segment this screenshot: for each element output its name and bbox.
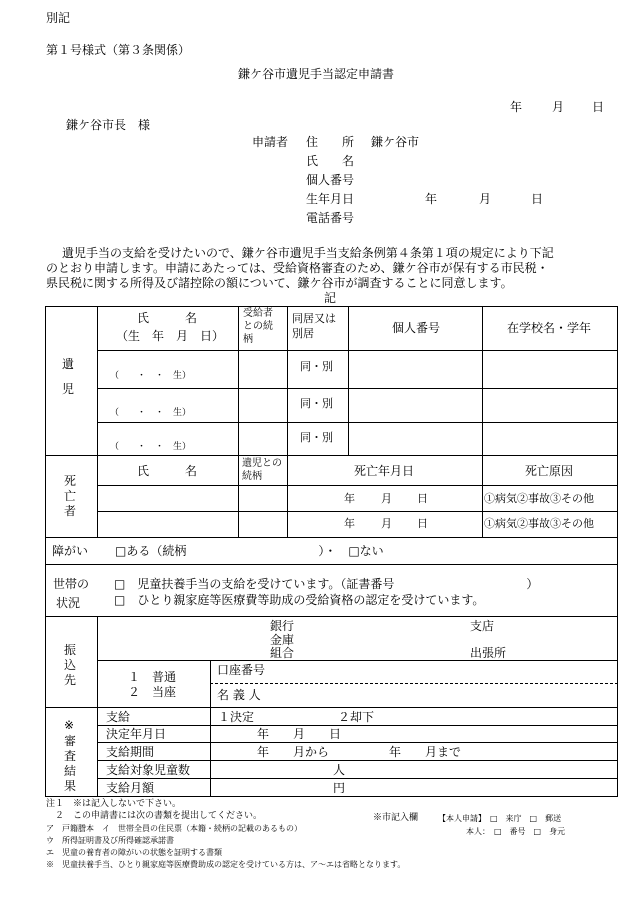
review-row-4-value: 人	[333, 763, 346, 777]
deceased-row-1-year: 年	[344, 492, 355, 505]
disability-options[interactable]: □ある（続柄 ）・ □ない	[115, 544, 384, 558]
note-x: ※ 児童扶養手当、ひとり親家庭等医療費助成の認定を受けている方は、ア～エは省略となります。	[46, 860, 406, 869]
orphan-col-cohabit-2: 別居	[292, 327, 314, 340]
date-year: 年	[510, 100, 523, 114]
applicant-birth-year: 年	[425, 192, 438, 206]
deceased-row-2-day: 日	[417, 517, 428, 530]
deceased-row-2-year: 年	[344, 517, 355, 530]
review-label-3: 査	[64, 749, 77, 763]
note-2: ２ この申請書には次の書類を提出してください。	[46, 811, 263, 821]
transfer-label-2: 込	[64, 658, 77, 672]
deceased-col-date: 死亡年月日	[354, 464, 415, 478]
review-label-4: 結	[64, 764, 77, 778]
orphan-col-relation-3: 柄	[243, 334, 253, 345]
office-line-1[interactable]: 【本人申請】 □ 来庁 □ 郵送	[438, 814, 562, 823]
review-row-1-value: １決定 ２却下	[218, 710, 375, 724]
date-month: 月	[552, 100, 565, 114]
household-item-2[interactable]: □ ひとり親家庭等医療費等助成の受給資格の認定を受けています。	[114, 593, 485, 607]
body-line-2: のとおり申請します。申請にあたっては、受給資格審査のため、鎌ケ谷市が保有する市民税・	[46, 261, 549, 275]
note-e: エ 児童の養育者の障がいの状態を証明する書類	[46, 848, 222, 857]
office-label: ※市記入欄	[373, 813, 419, 823]
note-1: 注１ ※は記入しないで下さい。	[46, 799, 182, 809]
transfer-label-3: 先	[64, 673, 77, 687]
transfer-sub-branch: 出張所	[470, 646, 507, 660]
deceased-row-1-cause[interactable]: ①病気②事故③その他	[484, 492, 594, 505]
applicant-address-label: 住 所	[306, 135, 355, 149]
deceased-row-1-day: 日	[417, 492, 428, 505]
deceased-col-cause: 死亡原因	[525, 464, 574, 478]
orphan-col-id: 個人番号	[392, 321, 441, 335]
review-label-1: ※	[64, 718, 75, 732]
review-row-2-value: 年 月 日	[257, 727, 342, 741]
review-row-5-value: 円	[333, 781, 346, 795]
form-number: 第１号様式（第３条関係）	[46, 43, 191, 57]
household-label-1: 世帯の	[53, 577, 90, 591]
applicant-address-value[interactable]: 鎌ケ谷市	[371, 135, 420, 149]
transfer-label-1: 振	[64, 643, 77, 657]
account-type-ordinary[interactable]: １ 普通	[128, 670, 177, 684]
review-row-3-value: 年 月から 年 月まで	[257, 745, 462, 759]
ki-label: 記	[324, 291, 337, 305]
applicant-phone-label: 電話番号	[306, 211, 355, 225]
deceased-label-2: 亡	[64, 489, 77, 503]
household-label-2: 状況	[56, 596, 81, 610]
deceased-label-1: 死	[64, 474, 77, 488]
note-a: ア 戸籍謄本 イ 世帯全員の住民票（本籍・続柄の記載のあるもの）	[46, 824, 302, 833]
appendix-label: 別記	[46, 11, 71, 25]
office-line-2[interactable]: 本人： □ 番号 □ 身元	[466, 827, 566, 836]
applicant-birth-label: 生年月日	[306, 192, 355, 206]
orphan-section-label-2: 児	[62, 382, 75, 396]
deceased-row-2-month: 月	[381, 517, 392, 530]
orphan-col-relation-2: との続	[243, 321, 273, 332]
applicant-birth-month: 月	[479, 192, 492, 206]
orphan-row-2-birth[interactable]: （ ・ ・ 生）	[110, 408, 192, 418]
review-row-3-label: 支給期間	[106, 745, 155, 759]
review-row-4-label: 支給対象児童数	[106, 763, 191, 777]
deceased-row-1-month: 月	[381, 492, 392, 505]
review-row-5-label: 支給月額	[106, 781, 155, 795]
account-number-label: 口座番号	[217, 663, 266, 677]
orphan-row-2-cohabit[interactable]: 同・別	[300, 397, 333, 410]
addressee: 鎌ケ谷市長 様	[66, 118, 151, 132]
orphan-section-label-1: 遺	[62, 357, 75, 371]
transfer-kumiai: 組合	[270, 646, 295, 660]
orphan-row-1-birth[interactable]: （ ・ ・ 生）	[110, 371, 192, 381]
transfer-branch: 支店	[470, 619, 495, 633]
review-label-2: 審	[64, 734, 77, 748]
orphan-row-1-cohabit[interactable]: 同・別	[300, 360, 333, 373]
transfer-shinkin: 金庫	[270, 633, 295, 647]
body-line-1: 遺児手当の支給を受けたいので、鎌ケ谷市遺児手当支給条例第４条第１項の規定により下記	[62, 246, 554, 260]
body-line-3: 県民税に関する所得及び諸控除の額について、鎌ケ谷市が調査することに同意します。	[46, 276, 513, 290]
applicant-birth-day: 日	[531, 192, 544, 206]
account-type-current[interactable]: ２ 当座	[128, 685, 177, 699]
disability-label: 障がい	[52, 544, 89, 558]
review-row-1-label: 支給	[106, 710, 131, 724]
review-label-5: 果	[64, 779, 77, 793]
transfer-bank: 銀行	[270, 619, 295, 633]
orphan-col-relation-1: 受給者	[243, 308, 273, 319]
household-item-1[interactable]: □ 児童扶養手当の支給を受けています。（証書番号 ）	[114, 577, 539, 591]
orphan-col-school: 在学校名・学年	[507, 321, 592, 335]
date-day: 日	[592, 100, 605, 114]
deceased-label-3: 者	[64, 504, 77, 518]
applicant-name-label: 氏 名	[306, 154, 355, 168]
orphan-row-3-cohabit[interactable]: 同・別	[300, 431, 333, 444]
note-u: ウ 所得証明書及び所得確認承諾書	[46, 836, 174, 845]
orphan-col-birth: （生 年 月 日）	[116, 329, 225, 343]
applicant-id-label: 個人番号	[306, 173, 355, 187]
deceased-col-relation-2: 続柄	[242, 471, 262, 482]
account-holder-label: 名 義 人	[217, 688, 261, 702]
orphan-col-name: 氏 名	[137, 311, 198, 325]
deceased-col-relation-1: 遺児との	[242, 458, 282, 469]
orphan-col-cohabit-1: 同居又は	[292, 312, 336, 325]
deceased-row-2-cause[interactable]: ①病気②事故③その他	[484, 517, 594, 530]
orphan-row-3-birth[interactable]: （ ・ ・ 生）	[110, 442, 192, 452]
page-title: 鎌ケ谷市遺児手当認定申請書	[238, 67, 395, 81]
review-row-2-label: 決定年月日	[106, 727, 167, 741]
deceased-col-name: 氏 名	[137, 464, 198, 478]
applicant-label: 申請者	[252, 135, 289, 149]
